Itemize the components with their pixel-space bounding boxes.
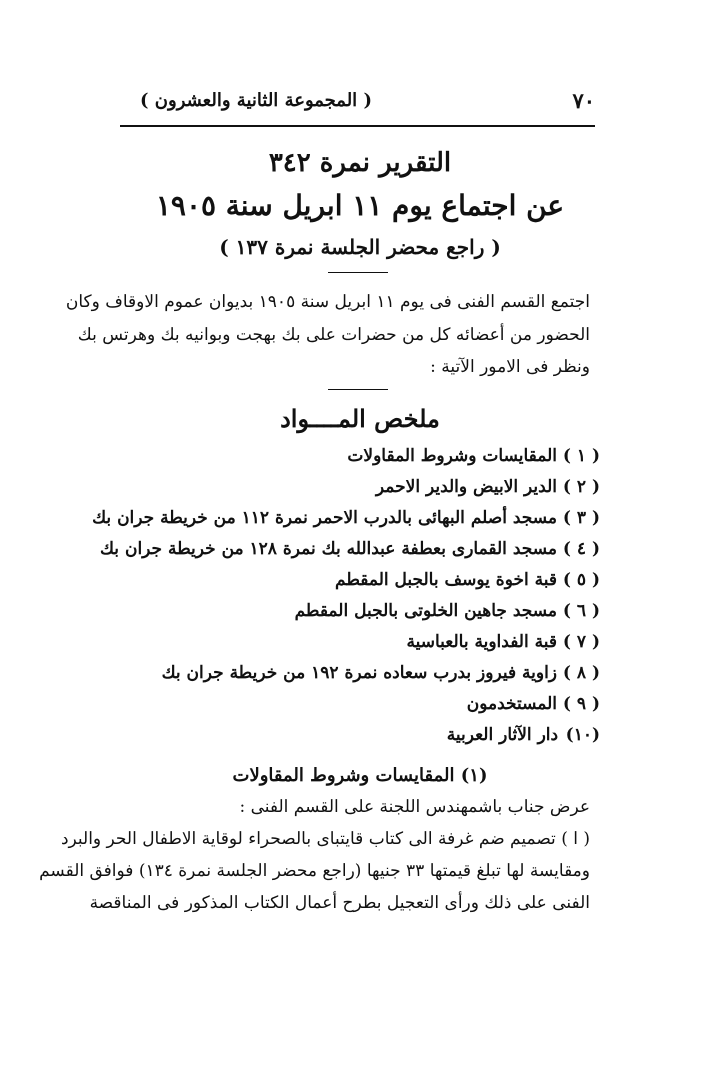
report-title: التقرير نمرة ٣٤٢ bbox=[268, 148, 452, 178]
summary-item bbox=[447, 725, 600, 751]
divider bbox=[328, 272, 388, 273]
summary-item bbox=[406, 632, 600, 658]
running-header bbox=[125, 88, 595, 118]
summary-item bbox=[467, 694, 600, 720]
item-number: ( ١ ) bbox=[562, 446, 600, 466]
body-line: ومقايسة لها تبلغ قيمتها ٣٣ جنيها (راجع محضر الجلسة نمرة ١٣٤) فوافق القسم bbox=[39, 861, 590, 881]
item-text: زاوية فيروز بدرب سعاده نمرة ١٩٢ من خريطة جران بك bbox=[161, 663, 557, 683]
summary-item bbox=[347, 446, 600, 472]
summary-title: ملخص المــــواد bbox=[280, 404, 440, 433]
item-number: ( ٧ ) bbox=[562, 632, 600, 652]
item-number: (١٠) bbox=[565, 725, 600, 745]
item-text: مسجد جاهين الخلوتى بالجبل المقطم bbox=[294, 601, 557, 621]
body-line: الفنى على ذلك ورأى التعجيل بطرح أعمال الكتاب المذكور فى المناقصة bbox=[89, 893, 590, 913]
summary-item bbox=[295, 601, 600, 627]
item-text: المقايسات وشروط المقاولات bbox=[347, 446, 557, 466]
item-text: مسجد أصلم البهائى بالدرب الاحمر نمرة ١١٢ من خريطة جران بك bbox=[92, 508, 557, 528]
item-number: ( ٨ ) bbox=[562, 663, 600, 683]
item-text: دار الآثار العربية bbox=[446, 725, 559, 745]
report-subtitle: عن اجتماع يوم ١١ ابريل سنة ١٩٠٥ bbox=[155, 189, 565, 222]
intro-line: اجتمع القسم الفنى فى يوم ١١ ابريل سنة ١٩٠٥ بديوان عموم الاوقاف وكان bbox=[65, 292, 590, 312]
item-text: قبة الفداوية بالعباسية bbox=[406, 632, 557, 652]
divider bbox=[328, 389, 388, 390]
summary-item bbox=[92, 508, 600, 534]
intro-line: الحضور من أعضائه كل من حضرات على بك بهجت وبوانيه بك وهرتس بك bbox=[77, 325, 590, 345]
intro-line: ونظر فى الامور الآتية : bbox=[430, 357, 590, 377]
item-text: الدير الابيض والدير الاحمر bbox=[375, 477, 557, 497]
summary-item bbox=[335, 570, 600, 596]
summary-item bbox=[162, 663, 600, 689]
item-number: ( ٦ ) bbox=[562, 601, 600, 621]
section-heading: (١) المقايسات وشروط المقاولات bbox=[232, 765, 488, 786]
summary-item bbox=[376, 477, 600, 503]
item-text: مسجد القمارى بعطفة عبدالله بك نمرة ١٢٨ من خريطة جران بك bbox=[99, 539, 557, 559]
item-number: ( ٤ ) bbox=[562, 539, 600, 559]
item-text: المستخدمون bbox=[466, 694, 557, 714]
item-number: ( ٢ ) bbox=[562, 477, 600, 497]
item-number: ( ٣ ) bbox=[562, 508, 600, 528]
report-reference: ( راجع محضر الجلسة نمرة ١٣٧ ) bbox=[219, 235, 501, 259]
header-rule bbox=[120, 125, 595, 127]
body-line: عرض جناب باشمهندس اللجنة على القسم الفنى : bbox=[239, 797, 590, 817]
item-text: قبة اخوة يوسف بالجبل المقطم bbox=[335, 570, 557, 590]
body-line: ( ا ) تصميم ضم غرفة الى كتاب قايتباى بالصحراء لوقاية الاطفال الحر والبرد bbox=[60, 829, 590, 849]
summary-item bbox=[100, 539, 600, 565]
item-number: ( ٥ ) bbox=[562, 570, 600, 590]
page-number: ٧٠ bbox=[572, 88, 595, 113]
item-number: ( ٩ ) bbox=[562, 694, 600, 714]
running-title: ( المجموعة الثانية والعشرون ) bbox=[140, 90, 372, 111]
